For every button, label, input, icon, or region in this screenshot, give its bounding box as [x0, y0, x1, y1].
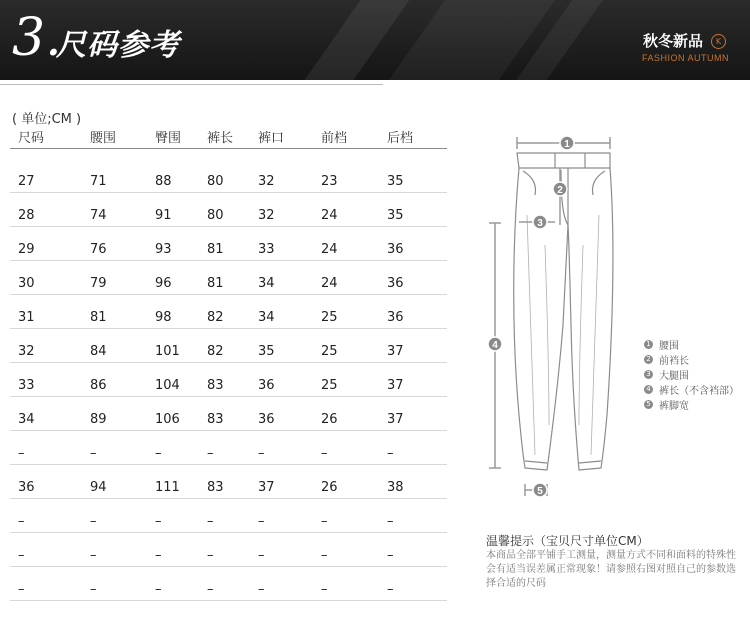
legend-item: [644, 382, 739, 397]
table-cell: 37: [387, 344, 404, 359]
table-cell: 35: [387, 208, 404, 223]
column-header: 裤口: [258, 131, 285, 146]
table-cell: 34: [258, 310, 275, 325]
legend-label: 裤脚宽: [659, 401, 689, 412]
table-cell: –: [258, 582, 265, 597]
table-cell: 82: [207, 344, 224, 359]
unit-label: ( 单位;CM ): [12, 112, 82, 127]
table-cell: 82: [207, 310, 224, 325]
table-cell: 33: [258, 242, 275, 257]
section-title: 尺码参考: [56, 28, 180, 63]
table-cell: –: [387, 514, 394, 529]
legend-item: [644, 397, 739, 412]
table-cell: 32: [18, 344, 35, 359]
table-cell: –: [258, 514, 265, 529]
marker-4: [488, 337, 502, 351]
table-cell: 37: [387, 378, 404, 393]
table-cell: 37: [258, 480, 275, 495]
table-cell: 36: [387, 242, 404, 257]
column-header: 尺码: [18, 131, 45, 146]
table-cell: –: [155, 582, 162, 597]
table-cell: 32: [258, 174, 275, 189]
table-row: [10, 362, 447, 397]
table-cell: –: [18, 514, 25, 529]
column-header: 腰围: [90, 131, 117, 146]
table-row: [10, 532, 447, 567]
legend-number: 3: [644, 370, 653, 379]
table-cell: 80: [207, 208, 224, 223]
table-cell: –: [321, 548, 328, 563]
table-cell: –: [387, 582, 394, 597]
table-cell: 35: [387, 174, 404, 189]
table-cell: 36: [258, 378, 275, 393]
table-cell: 76: [90, 242, 107, 257]
table-cell: –: [207, 582, 214, 597]
measurement-legend: [644, 337, 739, 412]
table-row: [10, 260, 447, 295]
pants-diagram: [475, 125, 745, 510]
table-cell: 24: [321, 276, 338, 291]
table-cell: 34: [18, 412, 35, 427]
table-cell: –: [90, 548, 97, 563]
table-cell: 101: [155, 344, 180, 359]
column-header: 前档: [321, 131, 348, 146]
table-cell: 36: [18, 480, 35, 495]
svg-text:4: 4: [492, 340, 498, 351]
table-cell: 27: [18, 174, 35, 189]
table-cell: 38: [387, 480, 404, 495]
table-cell: 36: [387, 276, 404, 291]
header-divider: [0, 84, 383, 85]
table-cell: 28: [18, 208, 35, 223]
tip-body: 本商品全部平铺手工测量，测量方式不同和面料的特殊性会有适当误差属正常现象！请参照右图对照自己的参数选择合适的尺码: [486, 550, 736, 589]
svg-text:1: 1: [564, 139, 570, 150]
column-header: 臀围: [155, 131, 182, 146]
table-cell: –: [18, 582, 25, 597]
table-cell: –: [155, 548, 162, 563]
legend-number: 5: [644, 400, 653, 409]
marker-2: [553, 182, 567, 196]
table-cell: 37: [387, 412, 404, 427]
table-cell: –: [155, 446, 162, 461]
table-cell: 104: [155, 378, 180, 393]
fly: [561, 168, 568, 225]
table-cell: 30: [18, 276, 35, 291]
svg-text:5: 5: [537, 486, 543, 497]
legend-label: 前裆长: [659, 356, 689, 367]
table-cell: 80: [207, 174, 224, 189]
table-cell: 94: [90, 480, 107, 495]
table-cell: 79: [90, 276, 107, 291]
table-cell: 24: [321, 242, 338, 257]
season-label: 秋冬新品: [643, 32, 704, 50]
table-row: [10, 192, 447, 227]
right-leg: [568, 168, 613, 470]
table-cell: 93: [155, 242, 172, 257]
table-row: [10, 464, 447, 499]
table-cell: 81: [207, 242, 224, 257]
season-subtitle: FASHION AUTUMN: [642, 53, 730, 63]
table-cell: –: [387, 446, 394, 461]
table-cell: 74: [90, 208, 107, 223]
table-cell: 36: [258, 412, 275, 427]
table-cell: –: [258, 446, 265, 461]
table-cell: 33: [18, 378, 35, 393]
legend-number: 1: [644, 340, 653, 349]
header-banner: [0, 0, 750, 80]
table-cell: –: [207, 548, 214, 563]
table-cell: 29: [18, 242, 35, 257]
svg-text:2: 2: [557, 185, 563, 196]
table-cell: –: [321, 446, 328, 461]
table-cell: 71: [90, 174, 107, 189]
table-cell: 34: [258, 276, 275, 291]
table-row: [10, 566, 447, 601]
table-cell: 35: [258, 344, 275, 359]
table-cell: 89: [90, 412, 107, 427]
table-row: [10, 158, 447, 193]
table-row: [10, 430, 447, 465]
table-header: [10, 124, 447, 149]
tip-title: 温馨提示（宝贝尺寸单位CM）: [486, 534, 649, 548]
table-cell: –: [321, 582, 328, 597]
section-number: 3.: [12, 8, 62, 68]
table-cell: 91: [155, 208, 172, 223]
table-cell: 111: [155, 480, 180, 495]
column-header: 裤长: [207, 131, 234, 146]
table-cell: –: [18, 548, 25, 563]
legend-item: [644, 352, 739, 367]
waistband: [517, 153, 610, 168]
table-cell: 83: [207, 480, 224, 495]
table-cell: 25: [321, 344, 338, 359]
table-cell: 26: [321, 412, 338, 427]
table-row: [10, 328, 447, 363]
svg-text:3: 3: [537, 218, 543, 229]
table-cell: 25: [321, 310, 338, 325]
brand-logo-icon: K: [711, 34, 726, 49]
table-row: [10, 396, 447, 431]
table-cell: –: [90, 514, 97, 529]
table-cell: 36: [387, 310, 404, 325]
table-cell: 83: [207, 378, 224, 393]
table-cell: 106: [155, 412, 180, 427]
table-cell: –: [90, 582, 97, 597]
table-cell: 81: [207, 276, 224, 291]
table-cell: –: [207, 514, 214, 529]
table-cell: 32: [258, 208, 275, 223]
table-cell: 86: [90, 378, 107, 393]
column-header: 后档: [387, 131, 414, 146]
table-cell: –: [258, 548, 265, 563]
marker-3: [533, 215, 547, 229]
legend-item: [644, 367, 739, 382]
table-cell: 81: [90, 310, 107, 325]
table-row: [10, 294, 447, 329]
legend-number: 2: [644, 355, 653, 364]
legend-label: 大腿围: [659, 371, 689, 382]
table-cell: 84: [90, 344, 107, 359]
table-cell: 25: [321, 378, 338, 393]
table-cell: 96: [155, 276, 172, 291]
legend-number: 4: [644, 385, 653, 394]
table-cell: 83: [207, 412, 224, 427]
table-cell: –: [387, 548, 394, 563]
table-cell: –: [207, 446, 214, 461]
table-cell: 31: [18, 310, 35, 325]
table-cell: –: [321, 514, 328, 529]
marker-1: [560, 136, 574, 150]
table-cell: 98: [155, 310, 172, 325]
table-row: [10, 226, 447, 261]
table-cell: 23: [321, 174, 338, 189]
legend-label: 腰围: [659, 341, 679, 352]
table-cell: –: [90, 446, 97, 461]
table-cell: 24: [321, 208, 338, 223]
table-cell: 88: [155, 174, 172, 189]
table-cell: 26: [321, 480, 338, 495]
marker-5: [533, 483, 547, 497]
legend-item: [644, 337, 739, 352]
legend-label: 裤长（不含裆部）: [659, 386, 739, 397]
table-cell: –: [155, 514, 162, 529]
table-row: [10, 498, 447, 533]
table-cell: –: [18, 446, 25, 461]
